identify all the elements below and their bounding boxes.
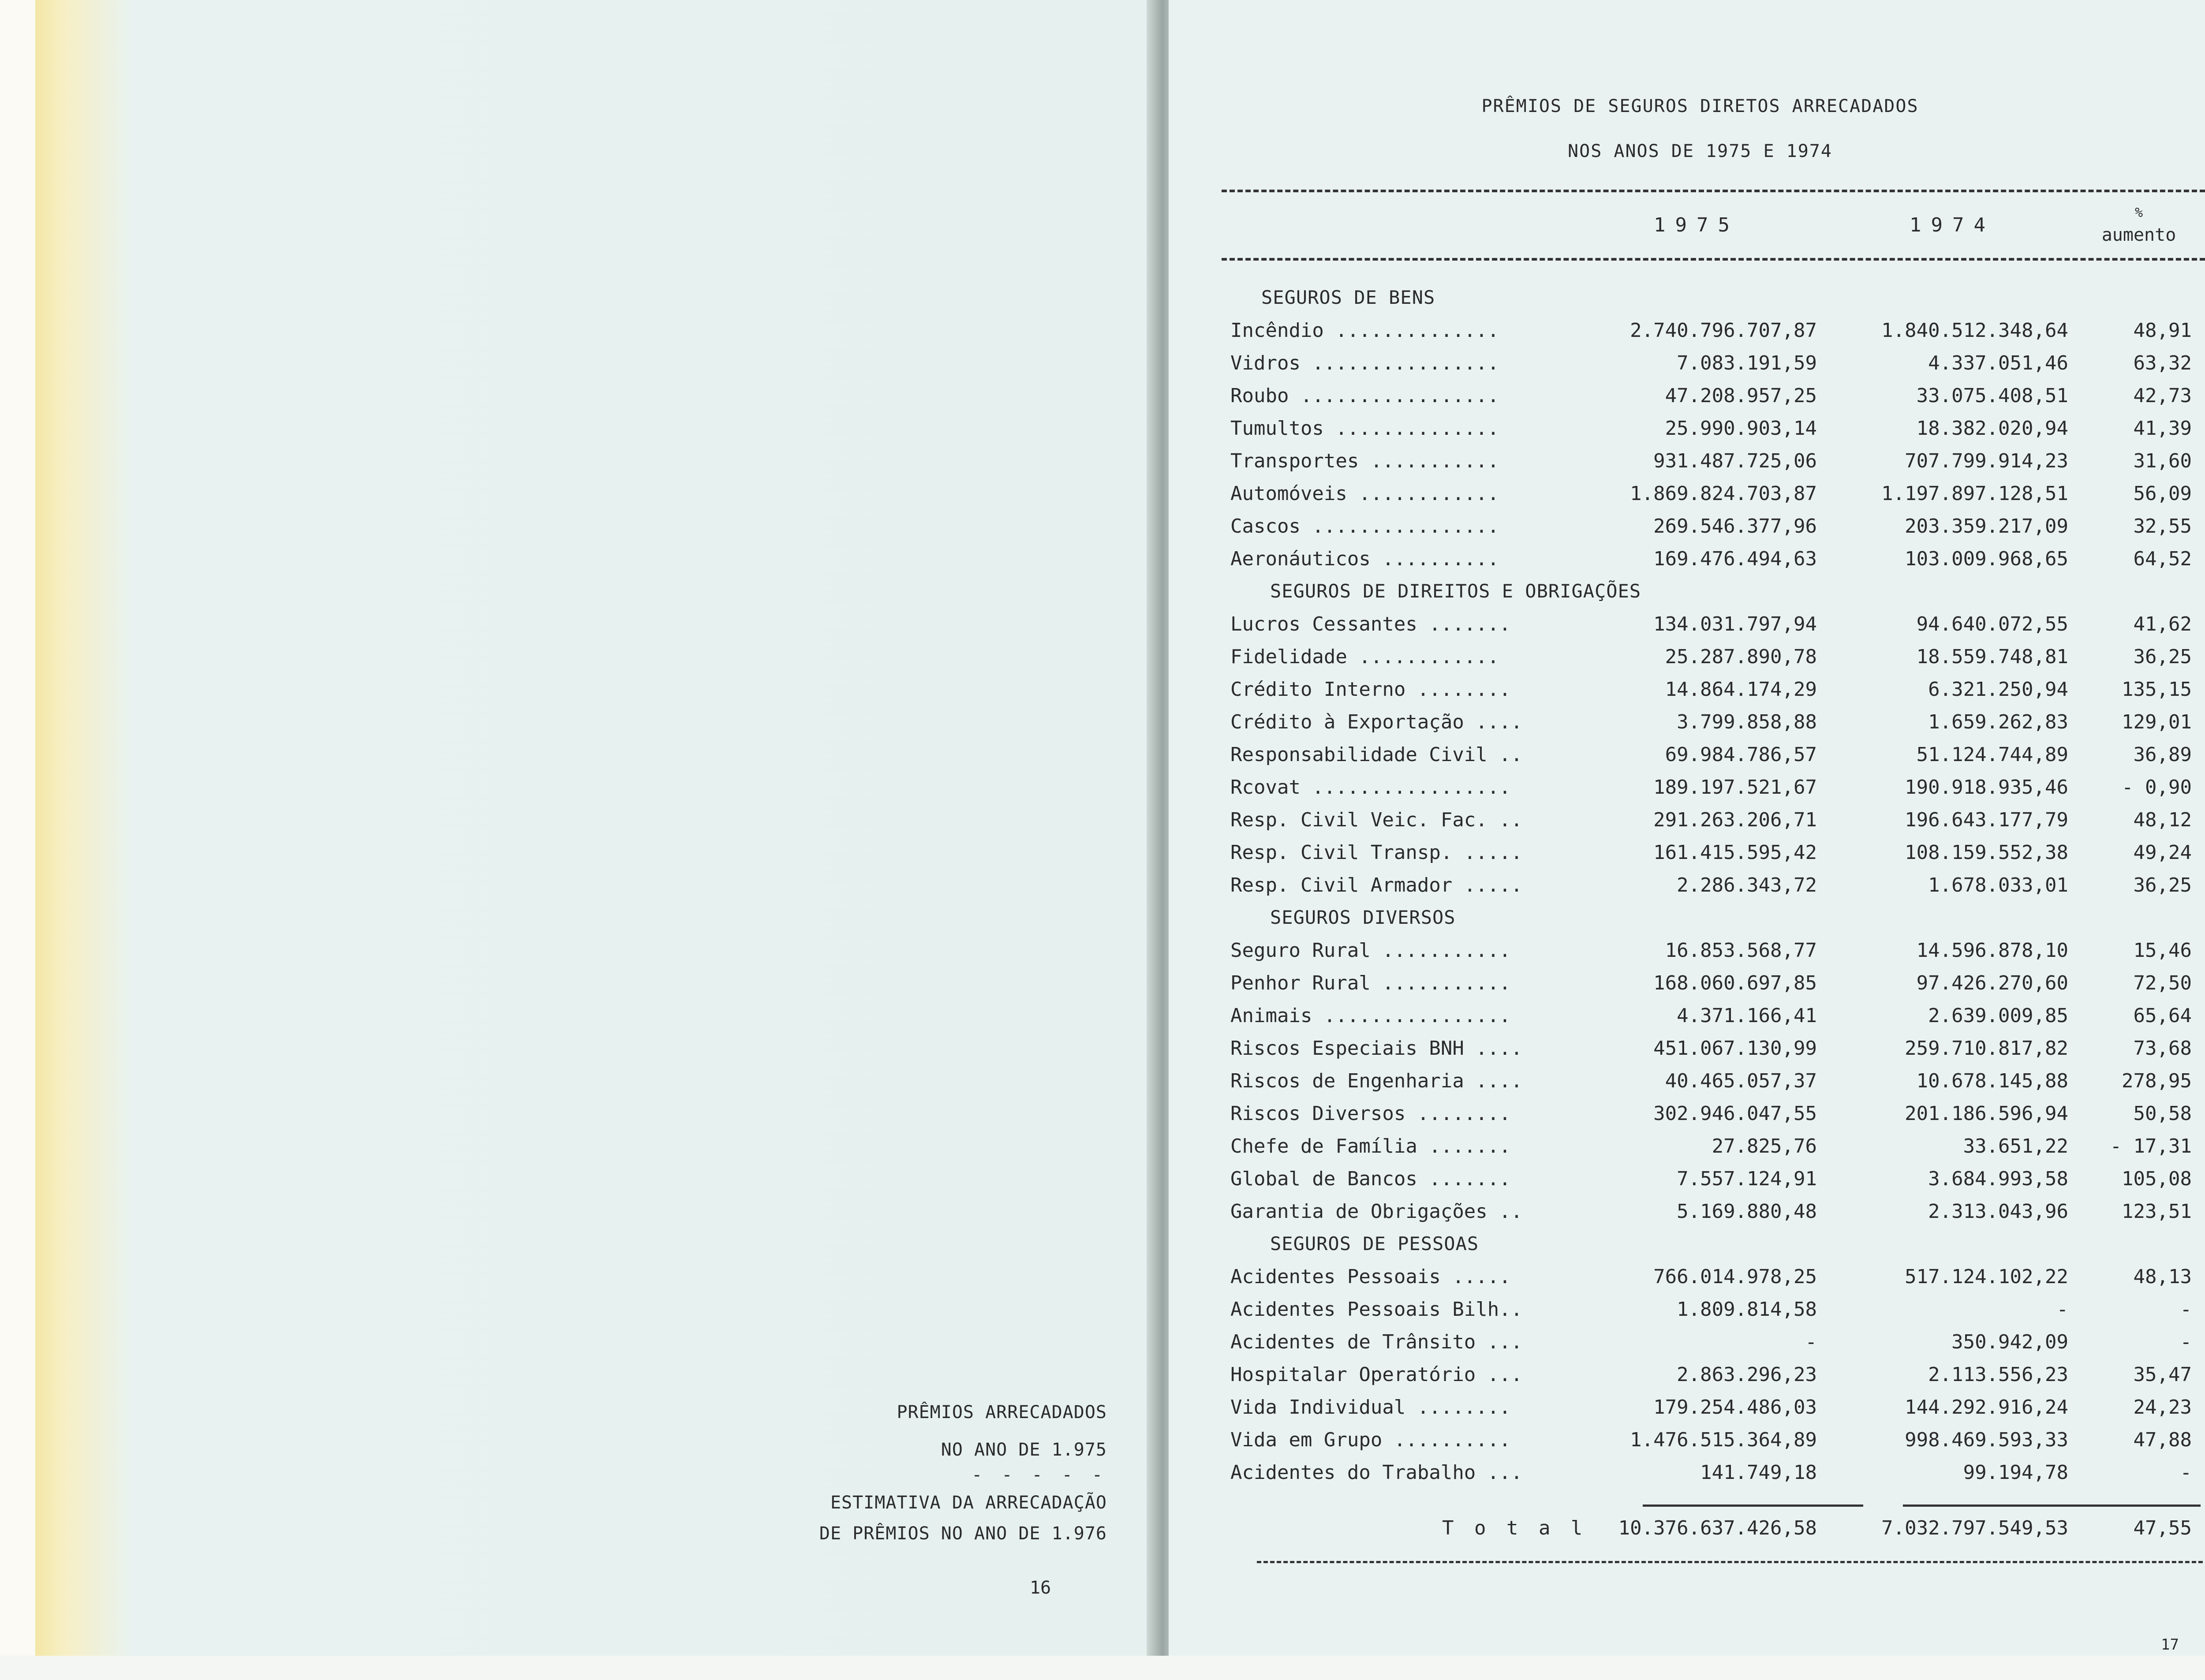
value-1974: 259.710.817,82: [1905, 1037, 2068, 1060]
value-1975: 189.197.521,67: [1653, 776, 1817, 799]
value-1975: 14.864.174,29: [1665, 678, 1817, 701]
value-pct: 65,64: [2133, 1004, 2192, 1027]
value-1974: 196.643.177,79: [1905, 809, 2068, 831]
header-1975: 1975: [1654, 214, 1739, 236]
value-pct: 105,08: [2122, 1168, 2192, 1190]
value-1975: 27.825,76: [1712, 1135, 1817, 1157]
left-page: [35, 0, 1155, 1656]
section-title: SEGUROS DIVERSOS: [1270, 907, 1456, 928]
underline-1974: [1903, 1505, 2123, 1507]
value-pct: 32,55: [2133, 515, 2192, 538]
header-pct-label: aumento: [2101, 225, 2176, 245]
row-label: Crédito Interno ........: [1230, 678, 1511, 701]
table-row: [1230, 385, 2201, 411]
row-label: Vida Individual ........: [1230, 1396, 1511, 1419]
value-1975: 302.946.047,55: [1653, 1102, 1817, 1125]
row-label: Rcovat .................: [1230, 776, 1511, 799]
value-1975: 25.990.903,14: [1665, 417, 1817, 440]
row-label: Vida em Grupo ..........: [1230, 1429, 1511, 1451]
value-pct: 135,15: [2122, 678, 2192, 701]
table-row: [1230, 548, 2201, 574]
value-1974: 4.337.051,46: [1928, 352, 2068, 374]
underline-pct: [2117, 1505, 2201, 1507]
value-pct: 31,60: [2133, 450, 2192, 472]
table-row: [1230, 678, 2201, 705]
row-label: Penhor Rural ...........: [1230, 972, 1511, 994]
value-1975: 931.487.725,06: [1653, 450, 1817, 472]
header-bottom-rule: [1222, 258, 2205, 261]
value-pct: 72,50: [2133, 972, 2192, 994]
table-row: [1230, 613, 2201, 639]
underline-1975: [1643, 1505, 1863, 1507]
value-1975: 7.557.124,91: [1677, 1168, 1817, 1190]
value-1975: 291.263.206,71: [1653, 809, 1817, 831]
value-1975: 766.014.978,25: [1653, 1266, 1817, 1288]
table-row: [1230, 841, 2201, 868]
header-pct-symbol: %: [2134, 205, 2143, 220]
table-row: [1230, 1200, 2201, 1227]
row-label: Aeronáuticos ..........: [1230, 548, 1499, 570]
table-row: [1230, 515, 2201, 541]
value-1974: 18.559.748,81: [1916, 646, 2068, 668]
table-row: [1230, 776, 2201, 803]
value-pct: 36,89: [2133, 743, 2192, 766]
value-1974: 33.075.408,51: [1916, 385, 2068, 407]
value-1974: 1.659.262,83: [1928, 711, 2068, 733]
row-label: Acidentes Pessoais .....: [1230, 1266, 1511, 1288]
row-label: Acidentes do Trabalho ...: [1230, 1461, 1523, 1484]
value-1974: 203.359.217,09: [1905, 515, 2068, 538]
row-label: Transportes ...........: [1230, 450, 1499, 472]
table-row: [1230, 482, 2201, 509]
value-1974: 1.197.897.128,51: [1881, 482, 2068, 505]
table-row: [1230, 646, 2201, 672]
value-1975: 69.984.786,57: [1665, 743, 1817, 766]
value-1974: 2.639.009,85: [1928, 1004, 2068, 1027]
row-label: Crédito à Exportação ....: [1230, 711, 1523, 733]
row-label: Acidentes Pessoais Bilh..: [1230, 1298, 1523, 1321]
left-caption-line2: NO ANO DE 1.975: [941, 1440, 1107, 1460]
value-1975: 5.169.880,48: [1677, 1200, 1817, 1223]
row-label: Resp. Civil Transp. .....: [1230, 841, 1523, 864]
value-1975: 40.465.057,37: [1665, 1070, 1817, 1092]
value-1975: 134.031.797,94: [1653, 613, 1817, 635]
value-pct: -: [2180, 1298, 2192, 1321]
value-pct: 36,25: [2133, 646, 2192, 668]
header-1974: 1974: [1910, 214, 1995, 236]
value-pct: 50,58: [2133, 1102, 2192, 1125]
value-pct: 47,88: [2133, 1429, 2192, 1451]
right-page-number: 17: [2161, 1636, 2179, 1654]
row-label: Hospitalar Operatório ...: [1230, 1363, 1523, 1386]
value-1974: 350.942,09: [1951, 1331, 2068, 1353]
value-1974: 108.159.552,38: [1905, 841, 2068, 864]
table-subtitle: NOS ANOS DE 1975 E 1974: [1568, 141, 1832, 161]
page-bottom-edge: [0, 1656, 2205, 1680]
table-row: [1230, 874, 2201, 900]
section-title: SEGUROS DE DIREITOS E OBRIGAÇÕES: [1270, 580, 1641, 602]
value-1975: 47.208.957,25: [1665, 385, 1817, 407]
value-1974: 14.596.878,10: [1916, 939, 2068, 962]
table-row: [1230, 1135, 2201, 1161]
value-pct: 48,91: [2133, 319, 2192, 342]
book-edge: [0, 0, 35, 1658]
value-pct: 15,46: [2133, 939, 2192, 962]
value-pct: -: [2180, 1461, 2192, 1484]
table-row: [1230, 1070, 2201, 1096]
value-pct: 278,95: [2122, 1070, 2192, 1092]
value-1974: 18.382.020,94: [1916, 417, 2068, 440]
value-1974: 201.186.596,94: [1905, 1102, 2068, 1125]
row-label: Garantia de Obrigações ..: [1230, 1200, 1523, 1223]
value-1974: 33.651,22: [1963, 1135, 2068, 1157]
table-row: [1230, 1004, 2201, 1031]
table-row: [1230, 1331, 2201, 1357]
value-pct: -: [2180, 1331, 2192, 1353]
value-1974: 6.321.250,94: [1928, 678, 2068, 701]
row-label: Animais ................: [1230, 1004, 1511, 1027]
value-1975: 141.749,18: [1700, 1461, 1817, 1484]
value-pct: - 0,90: [2122, 776, 2192, 799]
value-1975: 2.863.296,23: [1677, 1363, 1817, 1386]
table-row: [1230, 1168, 2201, 1194]
table-row: [1230, 352, 2201, 378]
value-1975: 451.067.130,99: [1653, 1037, 1817, 1060]
total-row: [1230, 1517, 2201, 1543]
row-label: Cascos ................: [1230, 515, 1499, 538]
value-1975: 7.083.191,59: [1677, 352, 1817, 374]
left-caption-separator: - - - - -: [972, 1465, 1107, 1485]
row-label: Acidentes de Trânsito ...: [1230, 1331, 1523, 1353]
row-label: Fidelidade ............: [1230, 646, 1499, 668]
value-1974: 94.640.072,55: [1916, 613, 2068, 635]
row-label: Roubo .................: [1230, 385, 1499, 407]
value-1975: 269.546.377,96: [1653, 515, 1817, 538]
row-label: Tumultos ..............: [1230, 417, 1499, 440]
value-pct: 49,24: [2133, 841, 2192, 864]
total-pct: 47,55: [2133, 1517, 2192, 1539]
table-row: [1230, 1037, 2201, 1064]
value-1975: 1.809.814,58: [1677, 1298, 1817, 1321]
value-pct: 41,62: [2133, 613, 2192, 635]
table-row: [1230, 743, 2201, 770]
value-1975: 2.740.796.707,87: [1630, 319, 1817, 342]
value-pct: 123,51: [2122, 1200, 2192, 1223]
table-row: [1230, 711, 2201, 737]
table-row: [1230, 1298, 2201, 1325]
value-pct: 64,52: [2133, 548, 2192, 570]
total-1974: 7.032.797.549,53: [1881, 1517, 2068, 1539]
row-label: Incêndio ..............: [1230, 319, 1499, 342]
row-label: Global de Bancos .......: [1230, 1168, 1511, 1190]
row-label: Riscos Diversos ........: [1230, 1102, 1511, 1125]
value-pct: 63,32: [2133, 352, 2192, 374]
table-row: [1230, 319, 2201, 346]
value-1975: 1.476.515.364,89: [1630, 1429, 1817, 1451]
value-pct: 36,25: [2133, 874, 2192, 896]
value-1975: 168.060.697,85: [1653, 972, 1817, 994]
row-label: Vidros ................: [1230, 352, 1499, 374]
table-row: [1230, 1396, 2201, 1422]
value-1974: 2.113.556,23: [1928, 1363, 2068, 1386]
value-1975: 179.254.486,03: [1653, 1396, 1817, 1419]
value-1975: 1.869.824.703,87: [1630, 482, 1817, 505]
value-1974: 190.918.935,46: [1905, 776, 2068, 799]
value-1974: 3.684.993,58: [1928, 1168, 2068, 1190]
total-label: T o t a l: [1442, 1517, 1587, 1539]
table-row: [1230, 1102, 2201, 1129]
value-1974: 51.124.744,89: [1916, 743, 2068, 766]
value-1974: -: [2056, 1298, 2068, 1321]
value-1974: 1.840.512.348,64: [1881, 319, 2068, 342]
left-caption-line1: PRÊMIOS ARRECADADOS: [897, 1402, 1107, 1422]
table-row: [1230, 1461, 2201, 1488]
table-row: [1230, 1363, 2201, 1390]
total-bottom-rule: [1257, 1561, 2205, 1563]
value-pct: 41,39: [2133, 417, 2192, 440]
header-top-rule: [1222, 190, 2205, 192]
value-pct: 48,12: [2133, 809, 2192, 831]
table-row: [1230, 939, 2201, 966]
value-1975: 169.476.494,63: [1653, 548, 1817, 570]
row-label: Resp. Civil Veic. Fac. ..: [1230, 809, 1523, 831]
table-row: [1230, 1266, 2201, 1292]
row-label: Riscos Especiais BNH ....: [1230, 1037, 1523, 1060]
table-row: [1230, 972, 2201, 998]
row-label: Chefe de Família .......: [1230, 1135, 1511, 1157]
value-pct: 129,01: [2122, 711, 2192, 733]
value-1975: 161.415.595,42: [1653, 841, 1817, 864]
value-1974: 144.292.916,24: [1905, 1396, 2068, 1419]
table-row: [1230, 809, 2201, 835]
value-pct: 24,23: [2133, 1396, 2192, 1419]
row-label: Responsabilidade Civil ..: [1230, 743, 1523, 766]
value-1974: 97.426.270,60: [1916, 972, 2068, 994]
value-pct: - 17,31: [2110, 1135, 2192, 1157]
value-1974: 2.313.043,96: [1928, 1200, 2068, 1223]
value-1974: 99.194,78: [1963, 1461, 2068, 1484]
value-1974: 998.469.593,33: [1905, 1429, 2068, 1451]
value-1974: 103.009.968,65: [1905, 548, 2068, 570]
value-pct: 73,68: [2133, 1037, 2192, 1060]
row-label: Automóveis ............: [1230, 482, 1499, 505]
value-1974: 517.124.102,22: [1905, 1266, 2068, 1288]
left-caption-line4: DE PRÊMIOS NO ANO DE 1.976: [819, 1523, 1107, 1544]
table-row: [1230, 417, 2201, 444]
section-title: SEGUROS DE BENS: [1261, 287, 1435, 308]
right-page: [1169, 0, 2205, 1656]
value-1975: -: [1805, 1331, 1817, 1353]
value-1974: 10.678.145,88: [1916, 1070, 2068, 1092]
total-1975: 10.376.637.426,58: [1618, 1517, 1817, 1539]
table-title: PRÊMIOS DE SEGUROS DIRETOS ARRECADADOS: [1481, 96, 1919, 116]
value-1975: 4.371.166,41: [1677, 1004, 1817, 1027]
value-1974: 707.799.914,23: [1905, 450, 2068, 472]
row-label: Seguro Rural ...........: [1230, 939, 1511, 962]
table-row: [1230, 450, 2201, 476]
value-pct: 35,47: [2133, 1363, 2192, 1386]
value-1974: 1.678.033,01: [1928, 874, 2068, 896]
row-label: Resp. Civil Armador .....: [1230, 874, 1523, 896]
value-1975: 25.287.890,78: [1665, 646, 1817, 668]
row-label: Lucros Cessantes .......: [1230, 613, 1511, 635]
section-title: SEGUROS DE PESSOAS: [1270, 1233, 1479, 1254]
left-caption-line3: ESTIMATIVA DA ARRECADAÇÃO: [830, 1493, 1107, 1513]
value-pct: 56,09: [2133, 482, 2192, 505]
value-1975: 2.286.343,72: [1677, 874, 1817, 896]
value-pct: 48,13: [2133, 1266, 2192, 1288]
table-row: [1230, 1429, 2201, 1455]
left-page-number: 16: [1030, 1578, 1051, 1598]
value-1975: 3.799.858,88: [1677, 711, 1817, 733]
value-pct: 42,73: [2133, 385, 2192, 407]
row-label: Riscos de Engenharia ....: [1230, 1070, 1523, 1092]
value-1975: 16.853.568,77: [1665, 939, 1817, 962]
